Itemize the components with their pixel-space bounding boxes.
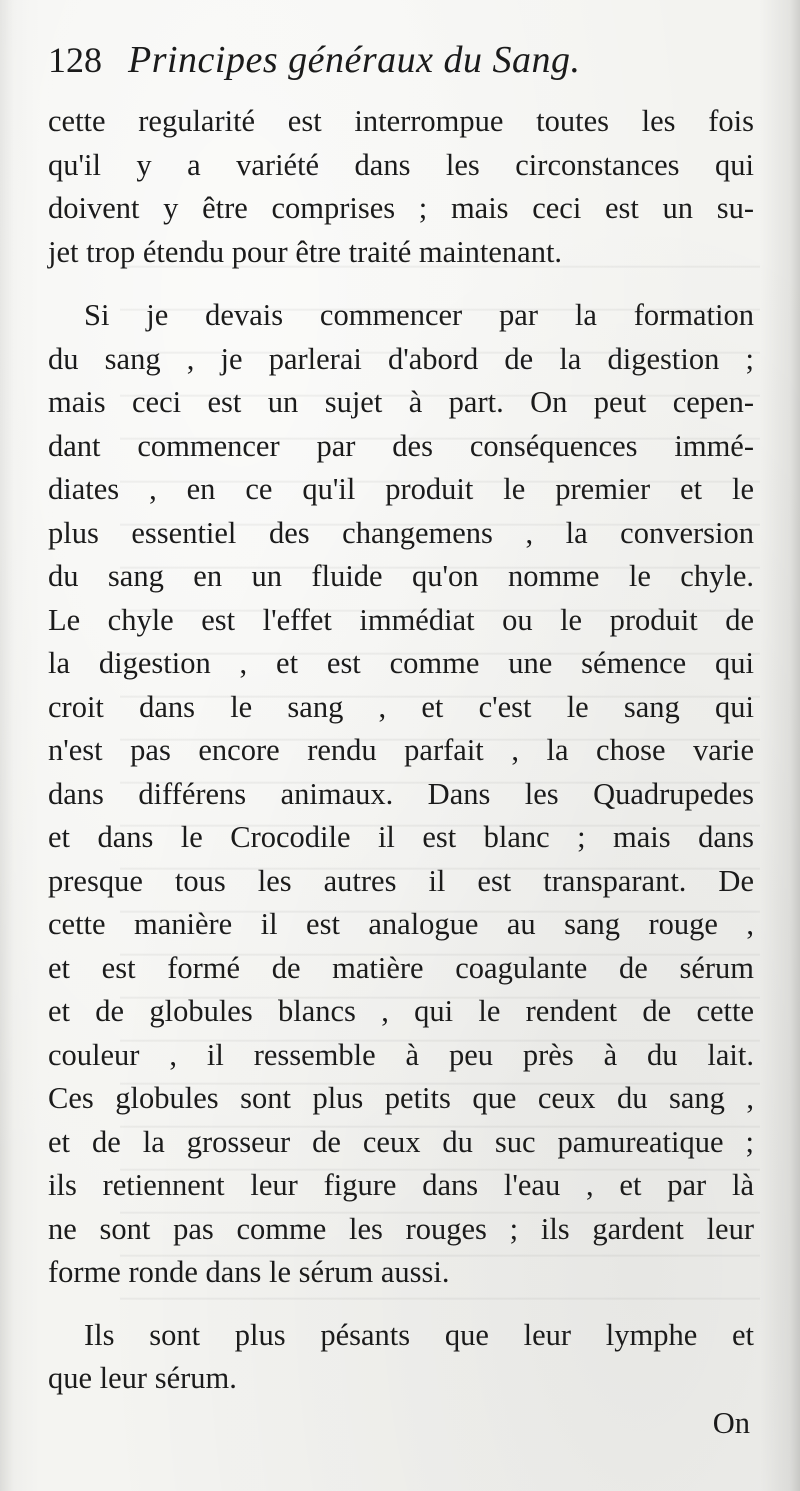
text-line: ils retiennent leur figure dans l'eau , et par là: [48, 1168, 754, 1202]
text-line: et est formé de matière coagulante de sérum: [48, 950, 754, 985]
text-line: jet trop étendu pour être traité maintenant.: [48, 234, 563, 269]
paragraph-gap: [48, 274, 754, 294]
text-line: diates , en ce qu'il produit le premier et le: [48, 472, 754, 506]
text-line: Le chyle est l'effet immédiat ou le produit de: [48, 602, 754, 637]
text-line: presque tous les autres il est transparant. De: [48, 863, 754, 898]
paragraph-gap: [48, 1295, 754, 1314]
text-line: que leur sérum.: [48, 1361, 237, 1395]
text-line: Ces globules sont plus petits que ceux du sang ,: [48, 1081, 754, 1115]
text-line: forme ronde dans le sérum aussi.: [48, 1255, 450, 1289]
text-line: Si je devais commencer par la formation: [84, 298, 754, 332]
text-line: cette manière il est analogue au sang rouge ,: [48, 907, 754, 941]
text-line: plus essentiel des changemens , la conversion: [48, 515, 754, 550]
text-line: croit dans le sang , et c'est le sang qui: [48, 689, 754, 724]
text-line: du sang en un fluide qu'on nomme le chyle.: [48, 559, 754, 593]
text-line: ne sont pas comme les rouges ; ils gardent leur: [48, 1211, 754, 1246]
text-line: et de globules blancs , qui le rendent de cette: [48, 994, 754, 1028]
text-line: Ils sont plus pésants que leur lymphe et: [84, 1317, 754, 1352]
text-line: et dans le Crocodile il est blanc ; mais dans: [48, 820, 754, 854]
page-header: [48, 38, 768, 94]
catchword: On: [712, 1406, 750, 1440]
text-line: la digestion , et est comme une sémence qui: [48, 646, 754, 680]
text-line: mais ceci est un sujet à part. On peut cepen-: [48, 385, 754, 419]
text-line: couleur , il ressemble à peu près à du lait.: [48, 1037, 754, 1072]
running-title: Principes généraux du Sang.: [128, 39, 581, 81]
text-line: du sang , je parlerai d'abord de la digestion ;: [48, 341, 754, 376]
page-number: 128: [48, 40, 102, 80]
text-line: dant commencer par des conséquences immé-: [48, 428, 754, 463]
text-line: doivent y être comprises ; mais ceci est un su-: [48, 191, 754, 225]
text-line: dans différens animaux. Dans les Quadrupedes: [48, 776, 754, 811]
text-line: cette regularité est interrompue toutes les fois: [48, 104, 754, 138]
text-line: n'est pas encore rendu parfait , la chose varie: [48, 733, 754, 767]
text-line: et de la grosseur de ceux du suc pamureatique ;: [48, 1124, 754, 1159]
text-line: qu'il y a variété dans les circonstances qui: [48, 147, 754, 182]
body-text: [48, 100, 754, 1401]
